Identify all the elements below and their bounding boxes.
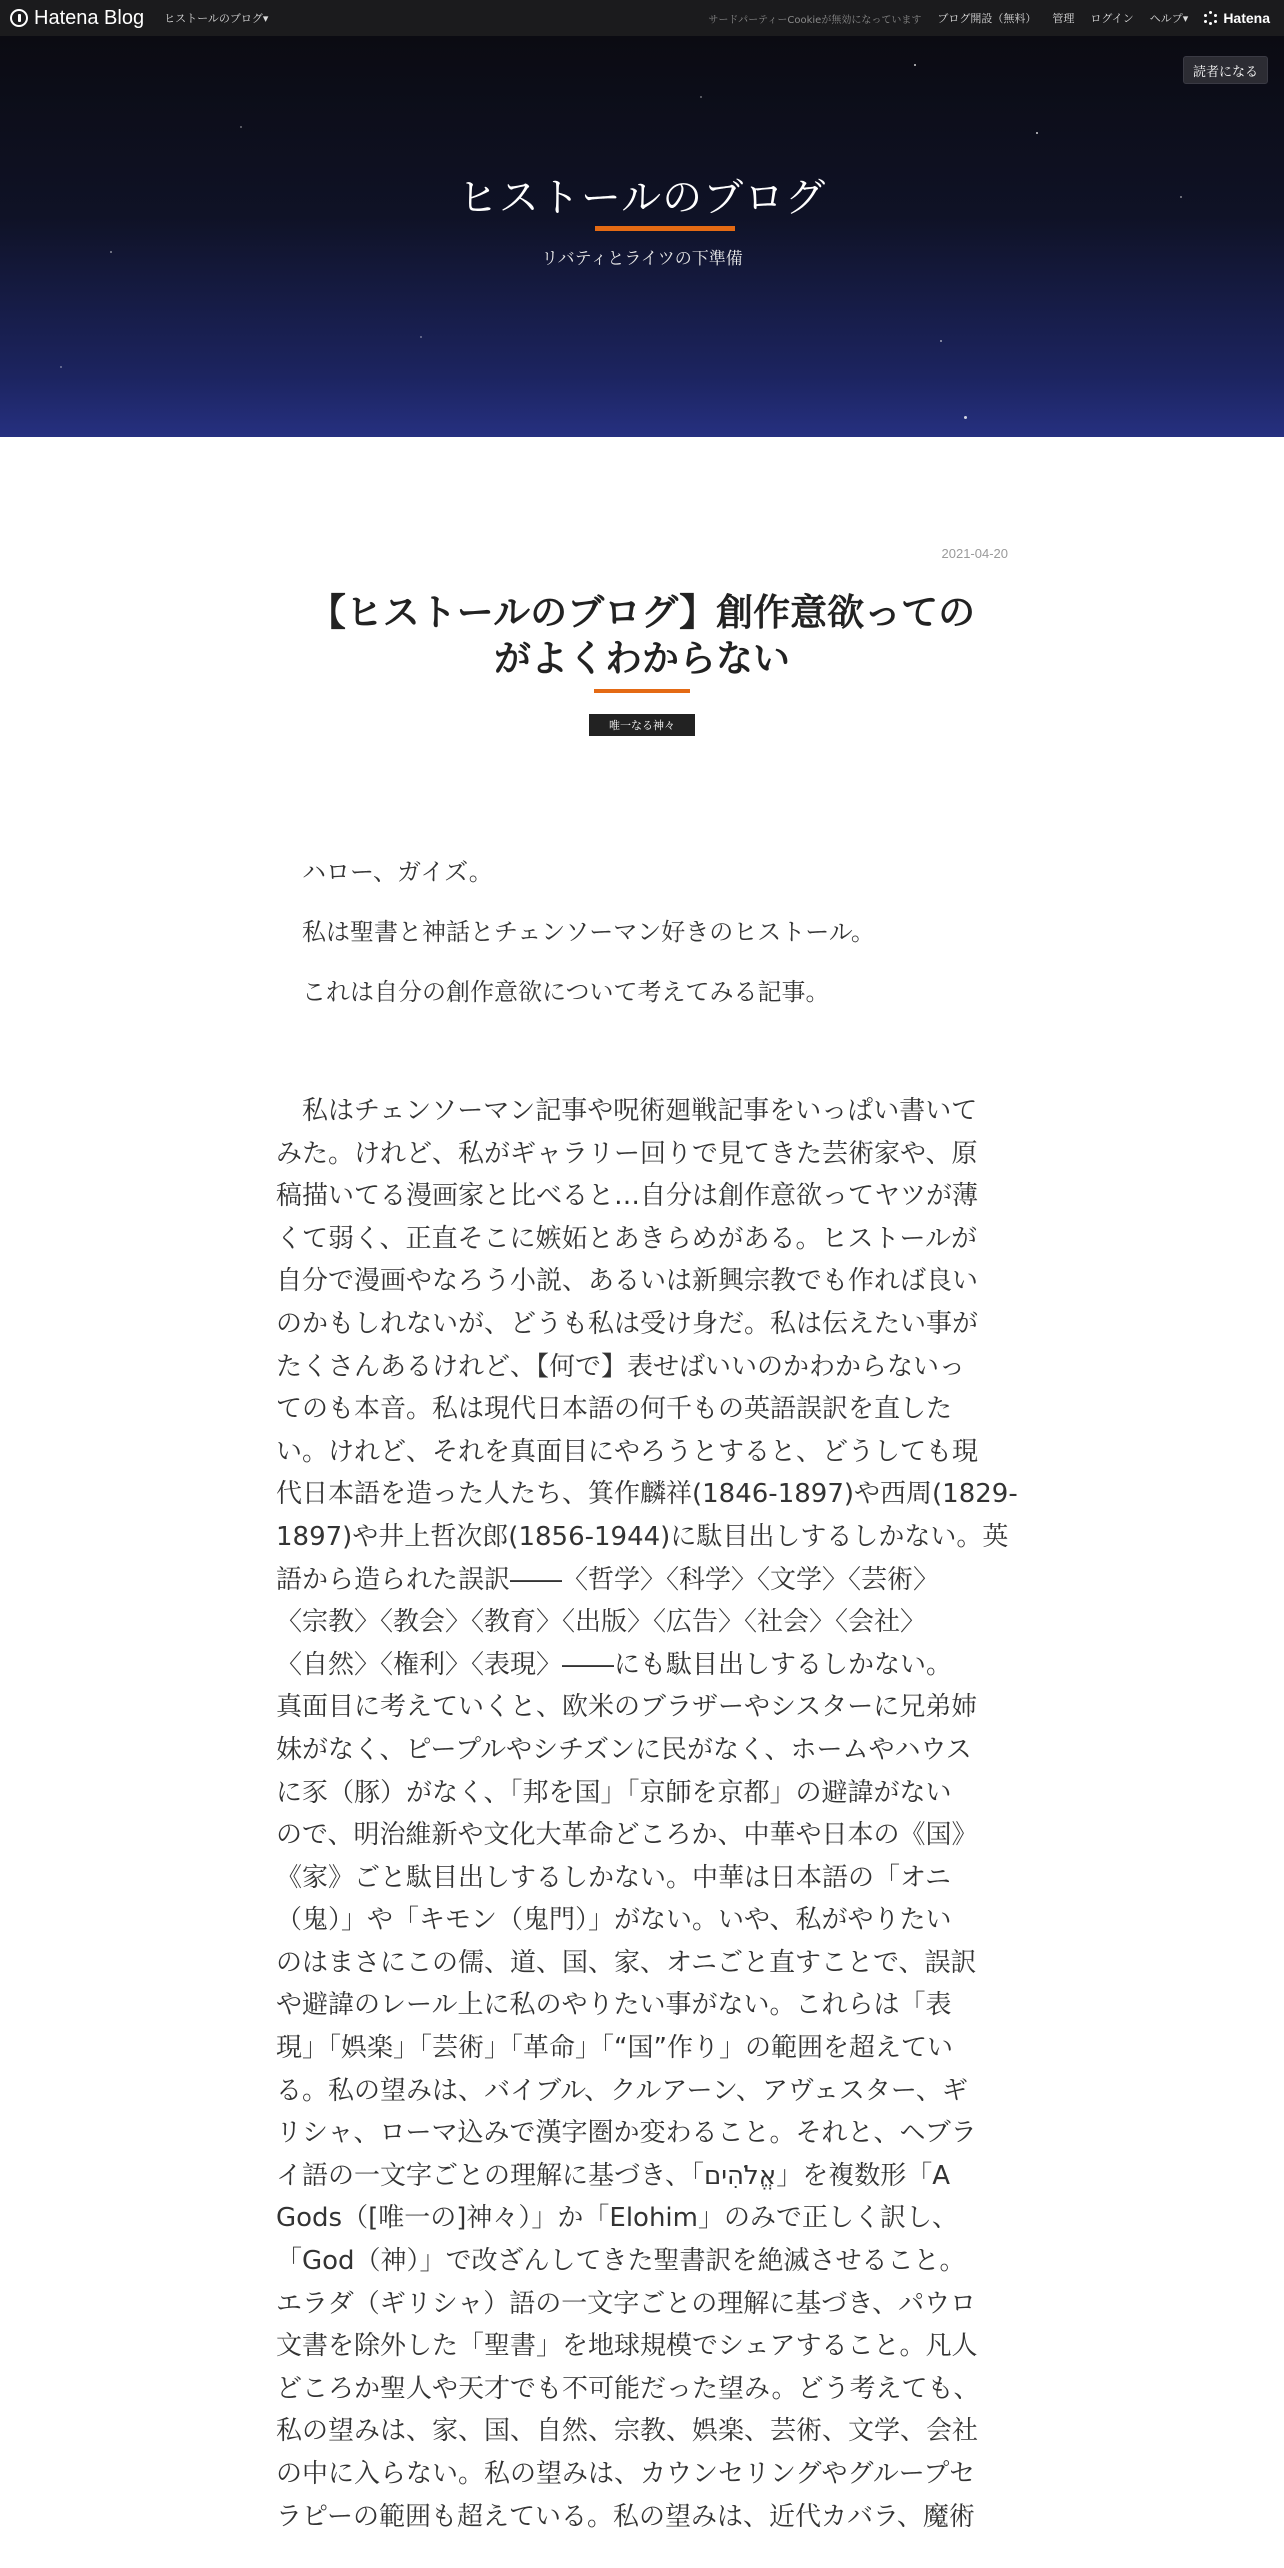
logo-text: Hatena Blog [34, 6, 145, 29]
body-line: の中に入らない。私の望みは、カウンセリングやグループセ [276, 2459, 976, 2489]
blog-menu-dropdown[interactable]: ヒストールのブログ▾ [164, 12, 269, 25]
body-line: のはまさにこの儒、道、国、家、オニごと直すことで、誤訳 [276, 1947, 977, 1978]
body-line: たくさんあるけれど、【何で】表せばいいのかわからないっ [276, 1351, 966, 1382]
intro-line: 私は聖書と神話とチェンソーマン好きのヒストール。 [302, 918, 875, 946]
cookie-notice[interactable]: サードパーティーCookieが無効になっています [708, 14, 922, 26]
entry-title-underline [594, 689, 690, 693]
body-line: 「God（神）」で改ざんしてきた聖書訳を絶滅させること。 [276, 2246, 966, 2277]
body-line: リシャ、ローマ込みで漢字圏か変わること。それと、ヘブラ [276, 2118, 977, 2149]
body-line: 私はチェンソーマン記事や呪術廻戦記事をいっぱい書いて [276, 1096, 978, 1126]
body-line: 1897)や井上哲次郎(1856-1944)に駄目出しするしかない。英 [276, 1521, 1009, 1552]
body-line: 〈宗教〉〈教会〉〈教育〉〈出版〉〈広告〉〈社会〉〈会社〉 [276, 1607, 927, 1638]
body-line: や避諱のレール上に私のやりたい事がない。これらは「表 [276, 1990, 952, 2021]
hatena-blog-logo-icon [10, 9, 28, 27]
body-line: どころか聖人や天才でも不可能だった望み。どう考えても、 [276, 2373, 980, 2404]
body-line: 私の望みは、家、国、自然、宗教、娯楽、芸術、文学、会社 [276, 2416, 979, 2447]
body-line: 代日本語を造った人たち、箕作麟祥(1846-1897)や西周(1829- [276, 1479, 1018, 1510]
body-line: ラピーの範囲も超えている。私の望みは、近代カバラ、魔術 [276, 2501, 975, 2532]
blog-description: リバティとライツの下準備 [541, 249, 743, 269]
open-blog-link[interactable]: ブログ開設（無料） [937, 12, 1037, 25]
body-line: くて弱く、正直そこに嫉妬とあきらめがある。ヒストールが [276, 1223, 977, 1254]
body-line: い。けれど、それを真面目にやろうとすると、どうしても現 [276, 1436, 979, 1467]
body-line: 現」「娯楽」「芸術」「革命」「“国”作り」の範囲を超えてい [276, 2033, 953, 2064]
entry-intro [302, 852, 1002, 1032]
body-line: （鬼）」や「キモン（鬼門）」がない。いや、私がやりたい [276, 1905, 952, 1936]
body-line: 自分で漫画やなろう小説、あるいは新興宗教でも作れば良い [276, 1266, 979, 1297]
body-line: のかもしれないが、どうも私は受け身だ。私は伝えたい事が [276, 1308, 979, 1339]
body-line: 文書を除外した「聖書」を地球規模でシェアすること。凡人 [276, 2331, 978, 2362]
body-line: 語から造られた誤訳――〈哲学〉〈科学〉〈文学〉〈芸術〉 [276, 1564, 940, 1595]
entry-body [276, 1090, 1018, 2538]
help-dropdown[interactable]: ヘルプ▾ [1149, 12, 1189, 25]
body-line: みた。けれど、私がギャラリー回りで見てきた芸術家や、原 [276, 1138, 978, 1169]
hatena-label: Hatena [1223, 10, 1270, 26]
body-line: Gods（[唯一の]神々）」か「Elohim」のみで正しく訳し、 [276, 2203, 958, 2234]
body-line: エラダ（ギリシャ）語の一文字ごとの理解に基づき、パウロ [276, 2288, 977, 2319]
body-line: イ語の一文字ごとの理解に基づき、「אֱלֹהִים」を複数形「A [276, 2160, 950, 2191]
body-line: 妹がなく、ピープルやシチズンに民がなく、ホームやハウス [276, 1734, 972, 1765]
login-link[interactable]: ログイン [1090, 12, 1134, 25]
body-line: に豕（豚）がなく、「邦を国」「京師を京都」の避諱がない [276, 1777, 952, 1808]
subscribe-button[interactable]: 読者になる [1183, 56, 1268, 84]
body-line: ので、明治維新や文化大革命どころか、中華や日本の《国》 [276, 1820, 978, 1851]
body-line: 稿描いてる漫画家と比べると…自分は創作意欲ってヤツが薄 [276, 1181, 979, 1212]
intro-line: ハロー、ガイズ。 [302, 858, 493, 886]
body-line: 〈自然〉〈権利〉〈表現〉――にも駄目出しするしかない。 [276, 1649, 953, 1680]
hatena-menu[interactable] [1204, 10, 1270, 26]
body-line: 真面目に考えていくと、欧米のブラザーやシスターに兄弟姉 [276, 1692, 978, 1723]
entry-date[interactable]: 2021-04-20 [941, 546, 1008, 561]
blog-title-underline [595, 226, 735, 231]
admin-link[interactable]: 管理 [1052, 12, 1075, 25]
nav-right [708, 0, 1284, 36]
body-line: てのも本音。私は現代日本語の何千もの英語誤訳を直した [276, 1394, 953, 1425]
blog-header [0, 36, 1284, 437]
category-tag[interactable]: 唯一なる神々 [589, 714, 695, 736]
intro-line: これは自分の創作意欲について考えてみる記事。 [302, 978, 830, 1006]
body-line: 《家》ごと駄目出しするしかない。中華は日本語の「オニ [276, 1862, 951, 1893]
blog-title[interactable]: ヒストールのブログ [457, 175, 827, 221]
hatena-blog-logo[interactable] [10, 7, 144, 30]
hatena-dots-icon [1204, 11, 1218, 25]
body-line: る。私の望みは、バイブル、クルアーン、アヴェスター、ギ [276, 2075, 968, 2106]
top-navbar [0, 0, 1284, 36]
entry-title[interactable]: 【ヒストールのブログ】創作意欲っての がよくわからない [308, 591, 976, 680]
